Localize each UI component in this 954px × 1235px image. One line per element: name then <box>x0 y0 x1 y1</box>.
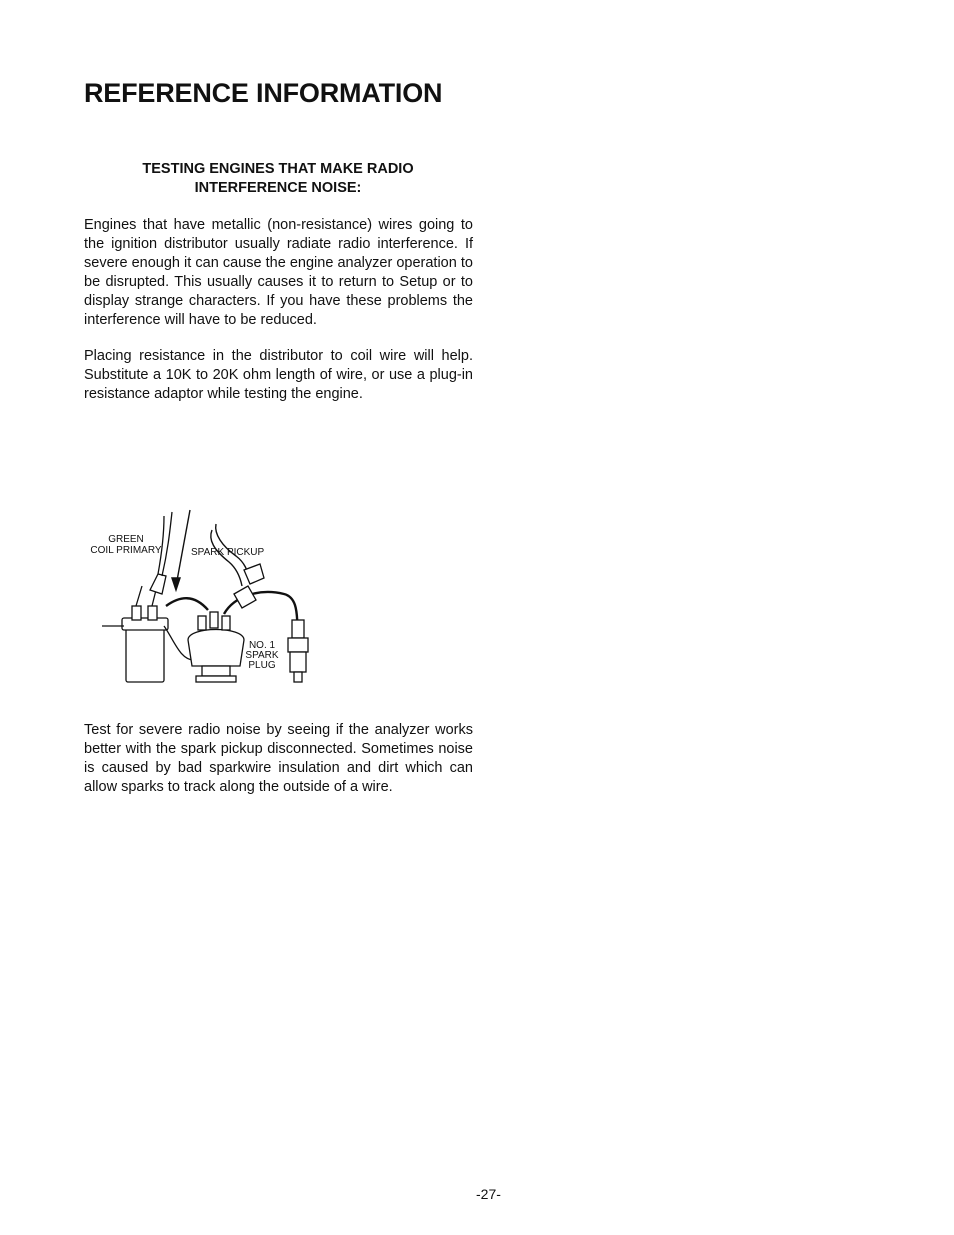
paragraph-resistance-advice: Placing resistance in the distributor to coil wire will help. Substitute a 10K to 20K ohm length of wire, or use a plug-in resistance adaptor while testing the engine. <box>84 348 473 402</box>
label-spark-pickup: SPARK PICKUP <box>191 547 265 558</box>
spark-pickup-clamp <box>234 564 264 608</box>
paragraph-radio-interference: Engines that have metallic (non-resistance) wires going to the ignition distributor usually radiate radio interference. If severe enough it can cause the engine analyzer operation to be disrupted. This usually causes it to return to Setup or to display strange characters. If you have these problems the interference will have to be reduced. <box>84 217 473 328</box>
page-number: -27- <box>476 1186 501 1202</box>
page-title: REFERENCE INFORMATION <box>84 78 443 108</box>
ignition-wiring-illustration <box>84 490 464 690</box>
ignition-coil <box>102 586 168 682</box>
label-no1: NO. 1 <box>248 640 276 651</box>
label-green: GREEN <box>108 534 144 545</box>
spark-plug <box>288 620 308 682</box>
coil-wire <box>166 598 208 610</box>
section-heading-line-1: TESTING ENGINES THAT MAKE RADIO <box>142 161 414 177</box>
ignition-wiring-diagram <box>84 490 464 690</box>
distributor <box>188 612 244 682</box>
label-plug: PLUG <box>248 660 276 671</box>
section-heading-line-2: INTERFERENCE NOISE: <box>194 180 362 196</box>
paragraph-noise-test: Test for severe radio noise by seeing if the analyzer works better with the spark pickup disconnected. Sometimes noise is caused by bad sparkwire insulation and dirt which can allow sparks to track along the outside of a wire. <box>84 722 473 795</box>
label-coil-primary: COIL PRIMARY <box>90 545 162 556</box>
label-spark: SPARK <box>245 650 279 661</box>
spark-plug-wire <box>224 592 298 628</box>
section-heading <box>84 160 472 198</box>
